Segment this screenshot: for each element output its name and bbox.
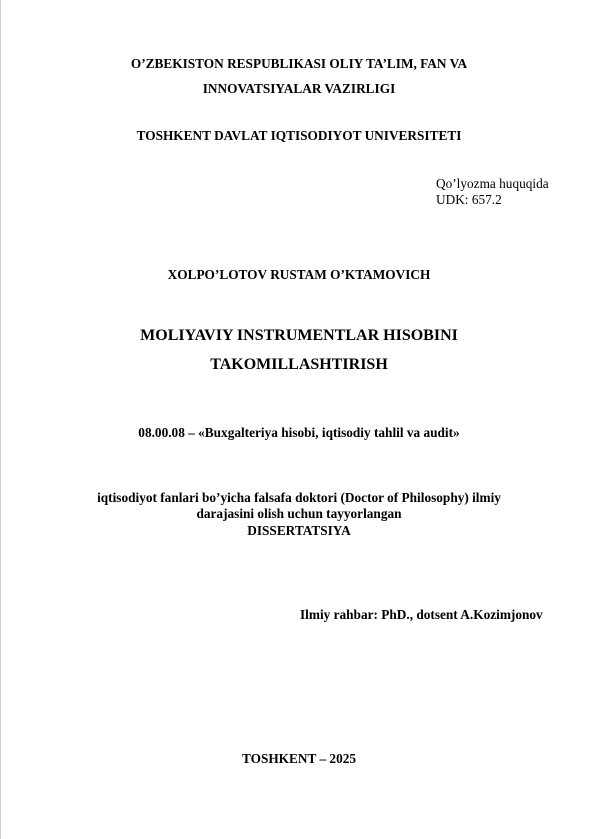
ministry-line-1: O’ZBEKISTON RESPUBLIKASI OLIY TA’LIM, FAN VA bbox=[130, 56, 468, 71]
page-edge bbox=[0, 0, 1, 839]
dissertation-title-line-1: MOLIYAVIY INSTRUMENTLAR HISOBINI bbox=[140, 327, 458, 344]
manuscript-rights: Qo’lyozma huquqida bbox=[436, 176, 549, 191]
udk-code: UDK: 657.2 bbox=[436, 192, 502, 207]
degree-line-2: darajasini olish uchun tayyorlangan bbox=[196, 506, 402, 521]
degree-line-3: DISSERTATSIYA bbox=[247, 523, 351, 538]
dissertation-title-line-2: TAKOMILLASHTIRISH bbox=[210, 356, 388, 373]
city-year: TOSHKENT – 2025 bbox=[241, 751, 357, 766]
degree-line-1: iqtisodiyot fanlari bo’yicha falsafa doktori (Doctor of Philosophy) ilmiy bbox=[97, 490, 501, 505]
author-name: XOLPO’LOTOV RUSTAM O’KTAMOVICH bbox=[167, 267, 431, 282]
ministry-line-2: INNOVATSIYALAR VAZIRLIGI bbox=[202, 81, 396, 96]
scientific-advisor: Ilmiy rahbar: PhD., dotsent A.Kozimjonov bbox=[300, 607, 543, 622]
university-name: TOSHKENT DAVLAT IQTISODIYOT UNIVERSITETI bbox=[136, 128, 462, 143]
specialty-code: 08.00.08 – «Buxgalteriya hisobi, iqtisodiy tahlil va audit» bbox=[138, 425, 460, 440]
